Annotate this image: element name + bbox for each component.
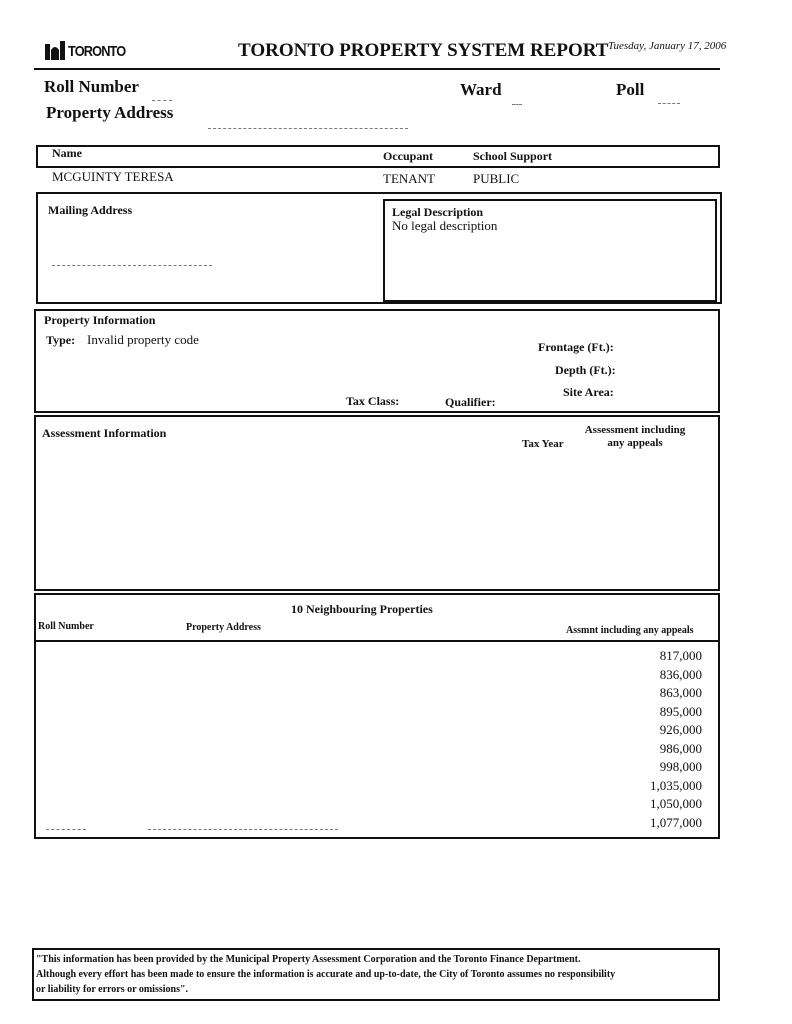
neighbours-title: 10 Neighbouring Properties (291, 602, 433, 616)
poll-label: Poll (616, 80, 645, 99)
neighbour-value-3: 863,000 (659, 685, 702, 700)
neighbour-value-10: 1,077,000 (650, 814, 702, 830)
disclaimer-line-3: or liability for errors or omissions". (36, 984, 189, 995)
col-property-address: Property Address (186, 622, 261, 633)
redacted-neighbour-roll (46, 829, 86, 830)
header-rule (34, 68, 720, 70)
logo-text: TORONTO (68, 43, 126, 60)
occupant-label: Occupant (383, 149, 434, 163)
school-support-label: School Support (473, 149, 553, 163)
neighbour-value-6: 986,000 (659, 740, 702, 756)
tax-year-label: Tax Year (522, 438, 564, 450)
legal-description-value: No legal description (392, 218, 498, 233)
ward-label: Ward (460, 80, 502, 99)
toronto-logo (44, 36, 135, 60)
city-hall-icon (44, 38, 66, 60)
school-support-value: PUBLIC (473, 171, 520, 186)
mailing-address-label: Mailing Address (48, 203, 133, 217)
neighbour-value-5: 926,000 (659, 722, 702, 737)
disclaimer-line-2: Although every effort has been made to ensure the information is accurate and up-to-date, the City of Toronto assumes no responsibility (36, 969, 616, 980)
report-date: Tuesday, January 17, 2006 (608, 40, 727, 52)
redacted-poll (658, 103, 680, 104)
property-info-label: Property Information (44, 313, 156, 327)
redacted-mailing-address (52, 265, 212, 266)
depth-label: Depth (Ft.): (555, 363, 616, 377)
disclaimer-text (36, 952, 718, 997)
col-roll-number: Roll Number (38, 621, 94, 632)
redacted-ward (512, 104, 522, 105)
legal-description-label: Legal Description (392, 205, 483, 219)
report-title: TORONTO PROPERTY SYSTEM REPORT (238, 40, 609, 61)
assessment-values-column (616, 648, 702, 833)
neighbour-value-1: 817,000 (659, 648, 702, 663)
tax-class-label: Tax Class: (346, 394, 400, 408)
qualifier-label: Qualifier: (445, 395, 496, 409)
neighbour-value-4: 895,000 (659, 703, 702, 719)
col-assessment: Assmnt including any appeals (566, 625, 694, 636)
assessment-including-label (574, 424, 696, 450)
neighbours-list-box (34, 641, 720, 839)
owner-header-box (36, 145, 720, 168)
name-label: Name (52, 146, 82, 160)
owner-name: MCGUINTY TERESA (52, 169, 174, 184)
disclaimer-line-1: "This information has been provided by the Municipal Property Assessment Corporation and the Toronto Finance Department. (36, 954, 581, 965)
neighbour-value-7: 998,000 (659, 759, 702, 774)
occupant-value: TENANT (383, 171, 435, 186)
assessment-including-line1: Assessment including (584, 424, 686, 436)
assessment-info-label: Assessment Information (42, 426, 167, 440)
neighbour-value-8: 1,035,000 (650, 777, 702, 793)
redacted-roll-number (152, 100, 172, 101)
assessment-including-line2: any appeals (607, 437, 663, 449)
property-address-label: Property Address (46, 103, 174, 122)
type-value: Invalid property code (87, 332, 199, 347)
frontage-label: Frontage (Ft.): (538, 340, 614, 354)
type-label: Type: (46, 333, 76, 347)
site-area-label: Site Area: (563, 385, 614, 399)
neighbour-value-9: 1,050,000 (650, 796, 702, 811)
redacted-property-address (208, 128, 408, 129)
roll-number-label: Roll Number (44, 77, 139, 96)
neighbour-value-2: 836,000 (659, 666, 702, 682)
redacted-neighbour-address (148, 829, 338, 830)
